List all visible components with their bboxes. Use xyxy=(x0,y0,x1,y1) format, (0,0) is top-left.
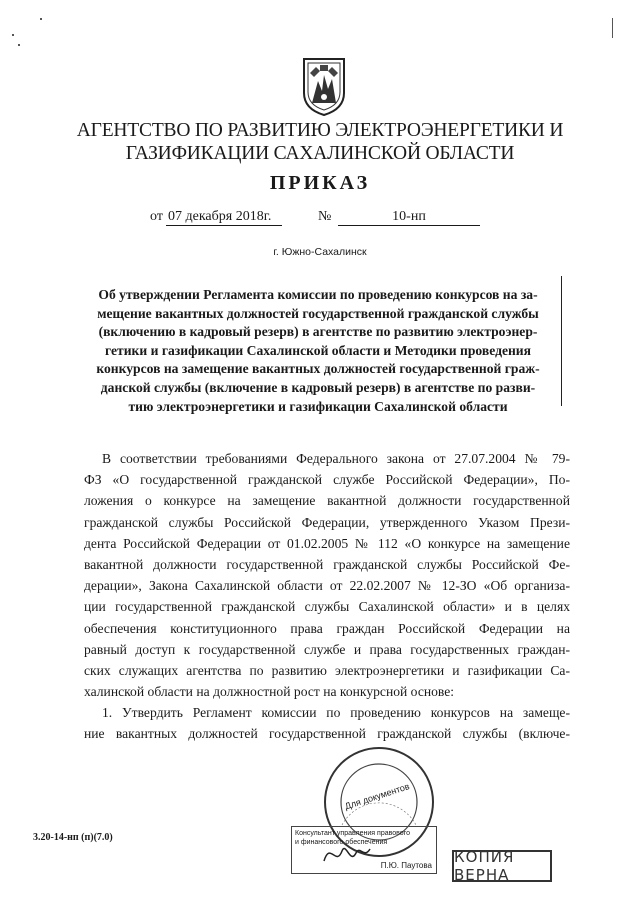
body-line: В соответствии требованиями Федерального закона от 27.07.2004 № 79- xyxy=(102,451,570,466)
subject-line: Об утверждении Регламента комиссии по проведению конкурсов на за- xyxy=(98,287,538,302)
subject-line: тию электроэнергетики и газификации Сахалинской области xyxy=(128,398,508,414)
subject-line: (включению в кадровый резерв) в агентстве по развитию электроэнер- xyxy=(98,324,538,340)
order-subject xyxy=(70,286,566,416)
order-number-value: 10-нп xyxy=(392,209,426,224)
scan-speck xyxy=(40,18,42,20)
scan-speck xyxy=(612,18,613,38)
body-line: дерации», Закона Сахалинской области от 22.02.2007 № 12-ЗО «Об организа- xyxy=(84,578,570,594)
body-line: вакантной должности государственной гражданской службы Российской Фе- xyxy=(84,556,570,572)
document-code: 3.20-14-нп (п)(7.0) xyxy=(33,832,113,843)
coat-of-arms-emblem xyxy=(298,55,350,117)
approval-name: П.Ю. Паутова xyxy=(380,861,432,870)
scan-speck xyxy=(12,34,14,36)
approval-subtitle: и финансового обеспечения xyxy=(295,839,388,846)
subject-line: мещение вакантных должностей государственной гражданской службы xyxy=(97,305,539,321)
date-prefix: от xyxy=(150,209,163,224)
subject-line: гетики и газификации Сахалинской области и Методики проведения xyxy=(105,342,531,358)
body-line: ние вакантных должностей государственной гражданской службы (включе- xyxy=(84,726,570,742)
order-title: ПРИКАЗ xyxy=(269,172,371,194)
body-line: обеспечения конституционного права граждан Российской Федерации на xyxy=(84,620,570,636)
body-line: гражданской службы Российской Федерации, утвержденного Указом Прези- xyxy=(84,514,570,530)
body-line: 1. Утвердить Регламент комиссии по проведению конкурсов на замеще- xyxy=(102,705,570,721)
subject-line: конкурсов на замещение вакантных должностей государственной граж- xyxy=(96,361,540,377)
body-line: халинской области на должностной рост на конкурсной основе: xyxy=(84,684,455,700)
order-date xyxy=(166,209,282,226)
body-line: равный доступ к государственной службе и права государственных граждан- xyxy=(84,641,570,657)
body-line: ских служащих агентства по развитию электроэнергетики и газификации Са- xyxy=(84,662,570,678)
order-number xyxy=(338,209,480,226)
city-name: г. Южно-Сахалинск xyxy=(273,246,367,258)
scan-speck xyxy=(18,44,20,46)
order-date-value: 07 декабря 2018г. xyxy=(168,209,272,224)
approval-title: Консультант управления правового xyxy=(295,830,410,837)
number-prefix: № xyxy=(318,209,332,224)
approval-stamp xyxy=(291,826,437,874)
body-line: ции государственной гражданской службы Сахалинской области» и в целях xyxy=(84,599,570,615)
agency-name-line-2: ГАЗИФИКАЦИИ САХАЛИНСКОЙ ОБЛАСТИ xyxy=(125,143,515,164)
body-line: дента Российской Федерации от 01.02.2005 № 112 «О конкурсе на замещение xyxy=(84,535,570,551)
copy-true-stamp: КОПИЯ ВЕРНА xyxy=(452,850,552,882)
body-line: ложения о конкурсе на замещение вакантной должности государственной xyxy=(84,493,570,509)
body-line: ФЗ «О государственной гражданской службе Российской Федерации», По- xyxy=(84,472,570,488)
subject-line: данской службы (включение в кадровый резерв) в агентстве по разви- xyxy=(100,379,536,395)
stamp-center-text: Для документов xyxy=(343,781,411,812)
agency-name-line-1: АГЕНТСТВО ПО РАЗВИТИЮ ЭЛЕКТРОЭНЕРГЕТИКИ И xyxy=(76,120,564,141)
order-body xyxy=(84,448,570,745)
scan-margin-line xyxy=(561,276,562,406)
signature-icon xyxy=(322,837,372,867)
